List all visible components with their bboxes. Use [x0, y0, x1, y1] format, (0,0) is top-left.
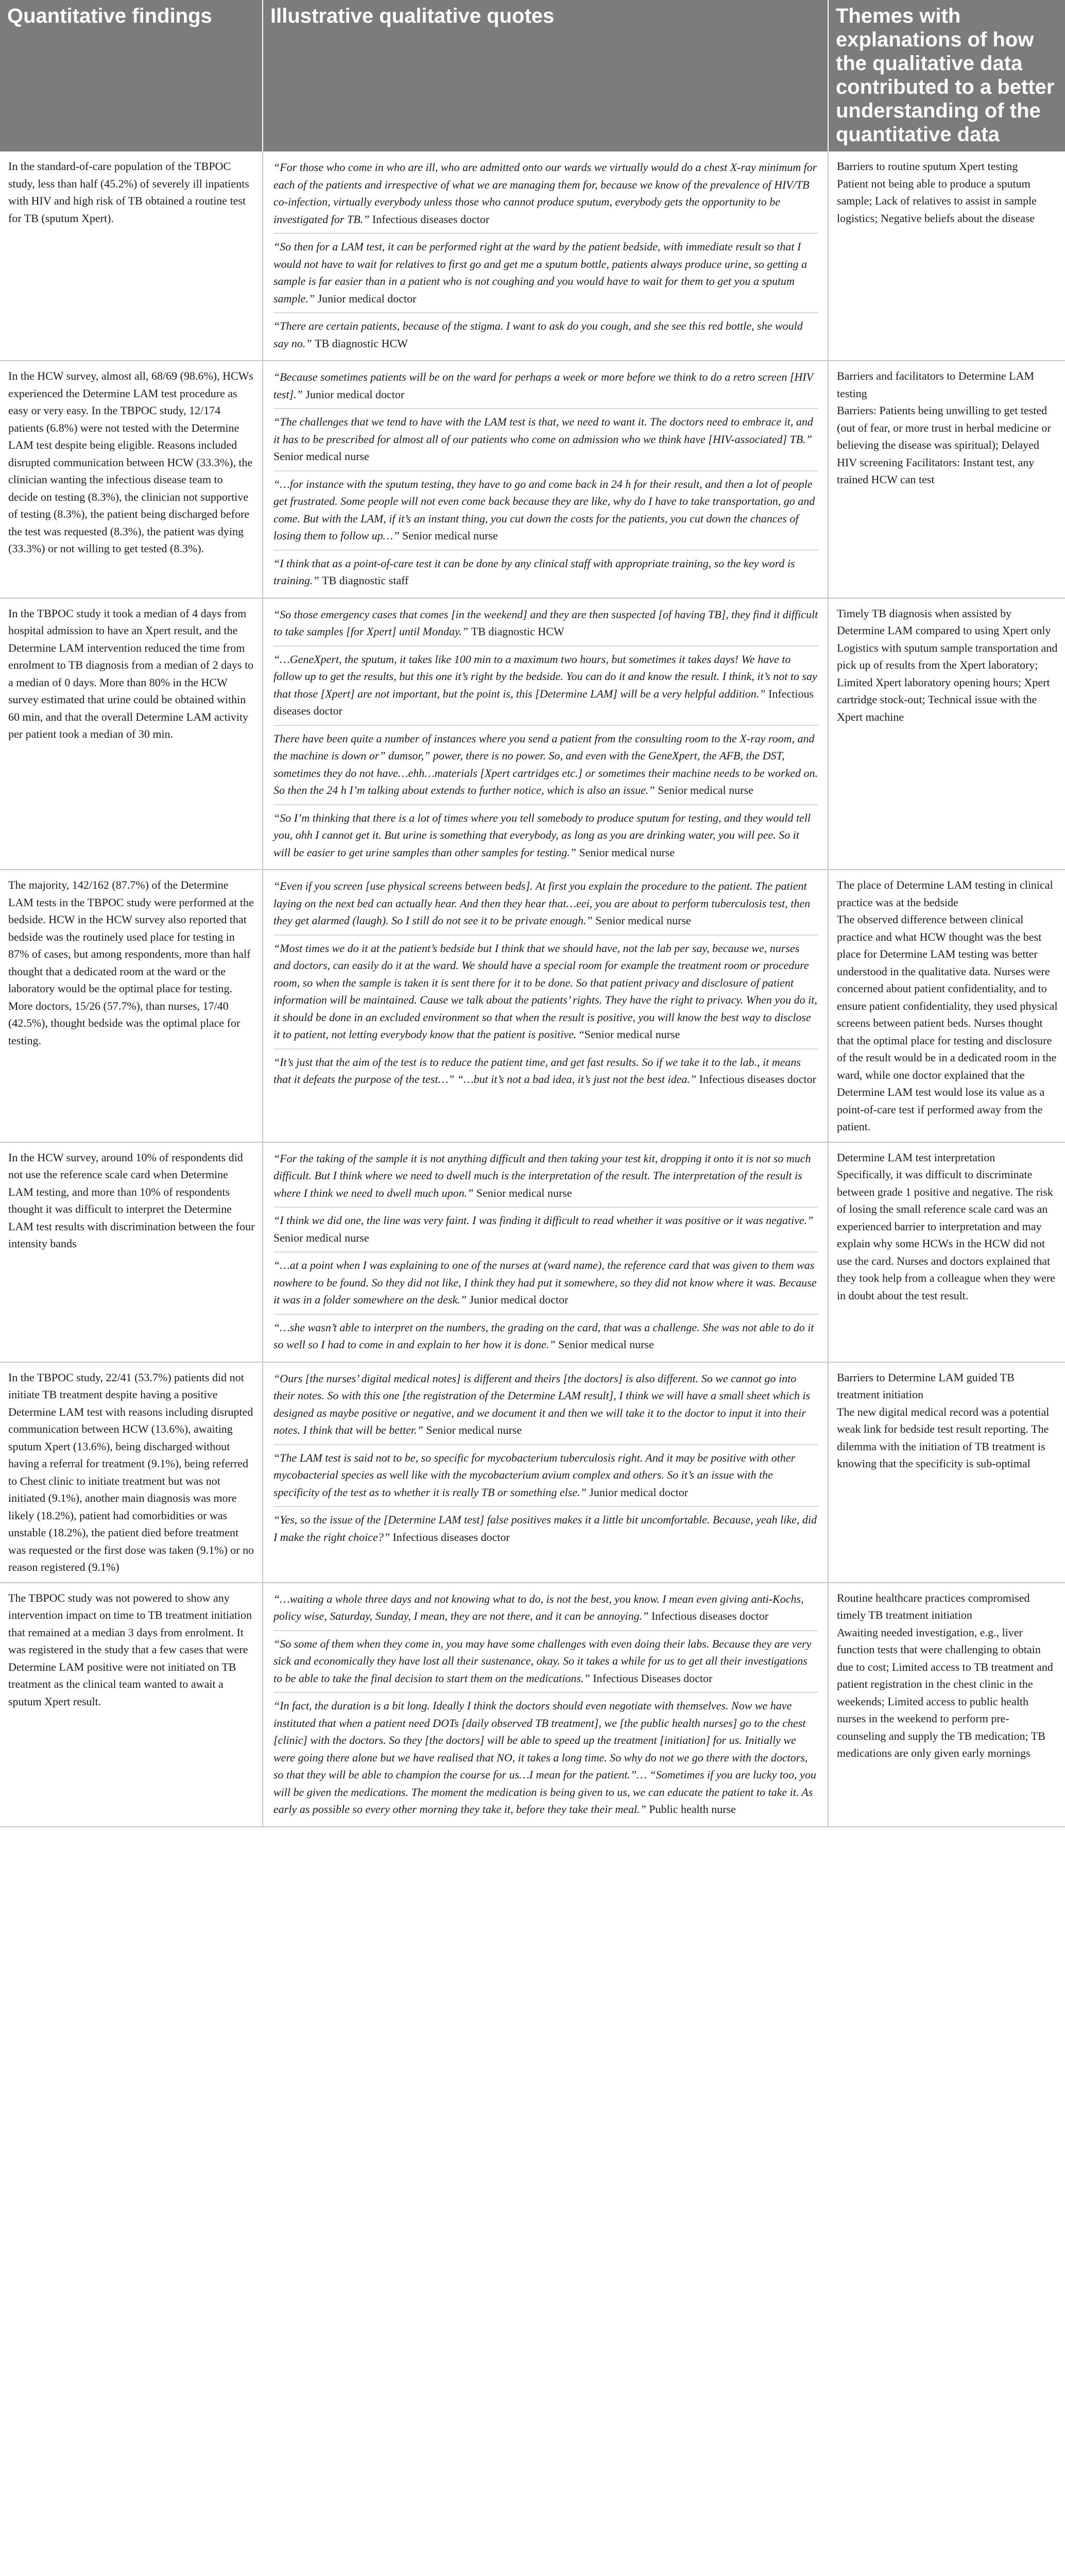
- quote-block: [273, 1366, 818, 1445]
- quote-text: “I think that as a point-of-care test it can be done by any clinical staff with appropriate training, so the key word is training.”: [273, 556, 795, 587]
- quote-attribution: TB diagnostic HCW: [471, 625, 564, 638]
- quote-block: [273, 1445, 818, 1507]
- quote-block: [273, 471, 818, 551]
- quote-attribution: Senior medical nurse: [558, 1338, 654, 1351]
- quantitative-finding-cell: In the TBPOC study it took a median of 4 days from hospital admission to have an Xpert result, and the Determine LAM intervention reduced the time from enrolment to TB diagnosis from a median of 2 days to a median of 0 days. More than 80% in the HCW survey estimated that urine could be obtained within 60 min, and that the overall Determine LAM activity per patient took a median of 30 min.: [0, 598, 263, 870]
- quote-text: “…at a point when I was explaining to one of the nurses at (ward name), the reference card that was given to them was nowhere to be found. So they did not like, I think they had put it somewhere, so they did not know where it was. Because it was in a folder somewhere on the desk.”: [273, 1259, 817, 1306]
- quote-attribution: TB diagnostic HCW: [315, 336, 408, 350]
- quote-attribution: Senior medical nurse: [402, 529, 498, 542]
- table-row: [0, 1142, 1065, 1362]
- theme-cell: [828, 361, 1065, 598]
- quote-block: [273, 409, 818, 471]
- quote-text: “Yes, so the issue of the [Determine LAM test] false positives makes it a little bit uncomfortable. Because, yeah like, did I make the right choice?”: [273, 1513, 817, 1544]
- quote-attribution: Junior medical doctor: [305, 387, 405, 401]
- quote-block: [273, 551, 818, 595]
- header-quantitative-findings: Quantitative findings: [0, 0, 263, 151]
- theme-explanation: The new digital medical record was a potential weak link for bedside test result reporting. The dilemma with the initiation of TB treatment is knowing that the specificity is sub-optimal: [837, 1405, 1050, 1470]
- quote-block: [273, 1146, 818, 1208]
- quote-attribution: Senior medical nurse: [595, 914, 691, 927]
- quote-text: “…for instance with the sputum testing, they have to go and come back in 24 h for their result, and then a lot of people get frustrated. Some people will not even come back because they are like, why do I have to take transportation, go and come. But with the LAM, if it’s an instant thing, you cut down the costs for the patients, you cut down the chances of losing them to follow up…”: [273, 477, 815, 542]
- quote-block: [273, 1693, 818, 1823]
- quote-attribution: Infectious diseases doctor: [699, 1073, 816, 1086]
- table-row: [0, 151, 1065, 361]
- quote-block: [273, 873, 818, 936]
- table-row: [0, 598, 1065, 870]
- quote-text: “So those emergency cases that comes [in the weekend] and they are then suspected [of having TB], they find it difficult to take samples [for Xpert] until Monday.”: [273, 607, 818, 638]
- quote-block: [273, 805, 818, 867]
- quote-text: “…waiting a whole three days and not knowing what to do, is not the best, you know. I mean even giving anti-Kochs, policy wise, Saturday, Sunday, I mean, they are not there, and it can be annoying.”: [273, 1592, 804, 1622]
- quote-text: “I think we did one, the line was very faint. I was finding it difficult to read whether it was positive or it was negative.”: [273, 1214, 814, 1227]
- quote-attribution: Infectious diseases doctor: [651, 1609, 769, 1622]
- quote-block: [273, 1049, 818, 1093]
- qualitative-quotes-cell: [263, 1362, 828, 1583]
- quote-text: “Even if you screen [use physical screens between beds]. At first you explain the procedure to the patient. The patient laying on the next bed can actually hear. And then they hear that…eei, you are about to perform tuberculosis test, then they get alarmed (laugh). So I still do not see it to be private enough.”: [273, 879, 811, 927]
- quote-block: [273, 234, 818, 313]
- quote-text: “…GeneXpert, the sputum, it takes like 100 min to a maximum two hours, but sometimes it takes days! We have to follow up to get the results, but this one it’s right by the bedside. You can do it and know the result. I think, it’s not to say that those [Xpert] are not important, but the point is, this [Determine LAM] will be a very helpful addition.”: [273, 652, 817, 700]
- qualitative-quotes-cell: [263, 151, 828, 361]
- quote-block: [273, 1252, 818, 1315]
- theme-cell: [828, 1142, 1065, 1362]
- theme-explanation: Patient not being able to produce a sputum sample; Lack of relatives to assist in sample logistics; Negative beliefs about the disease: [837, 177, 1037, 225]
- quote-attribution: Senior medical nurse: [476, 1186, 572, 1199]
- theme-explanation: Specifically, it was difficult to discriminate between grade 1 positive and negative. The risk of losing the small reference scale card was an experienced barrier to interpretation and may explain why some HCWs in the HCW did not use the card. Nurses and doctors explained that they took help from a colleague when they were in doubt about the test result.: [837, 1168, 1055, 1302]
- quote-text: “…she wasn’t able to interpret on the numbers, the grading on the card, that was a challenge. She was not able to do it so well so I had to come in and explain to her how it is done.”: [273, 1320, 814, 1351]
- quote-text: There have been quite a number of instances where you send a patient from the consulting room to the X-ray room, and the machine is down or” dumsor,” power, there is no power. So, and even with the GeneXpert, the AFB, the DST, sometimes they do not have…ehh…materials [Xpert cartridges etc.] or sometimes their machine needs to be worked on. So then the 24 h I’m talking about extends to further notice, which is also an issue.”: [273, 732, 818, 796]
- quote-attribution: “Senior medical nurse: [579, 1028, 680, 1041]
- quote-attribution: Junior medical doctor: [589, 1485, 689, 1499]
- theme-cell: [828, 1362, 1065, 1583]
- quote-block: [273, 1507, 818, 1551]
- quote-block: [273, 1315, 818, 1359]
- quote-text: “The challenges that we tend to have with the LAM test is that, we need to want it. The doctors need to embrace it, and it has to be prescribed for almost all of our patients who come on admission who we think have [HIV-associated] TB.”: [273, 415, 813, 446]
- quote-attribution: Junior medical doctor: [317, 292, 417, 305]
- theme-cell: [828, 1583, 1065, 1827]
- theme-title: Routine healthcare practices compromised timely TB treatment initiation: [837, 1591, 1030, 1621]
- table-row: [0, 361, 1065, 598]
- quote-attribution: Public health nurse: [649, 1803, 736, 1816]
- quote-text: “The LAM test is said not to be, so specific for mycobacterium tuberculosis right. And it may be positive with other mycobacterial species as well like with the mycobacterium avium complex and others. So it’s an issue with the specificity of the test as to whether it is really TB or something else.”: [273, 1451, 796, 1499]
- quote-text: “Ours [the nurses’ digital medical notes] is different and theirs [the doctors] is also different. So we cannot go into their notes. So with this one [the registration of the Determine LAM result], I think we will have a small sheet which is designed as maybe positive or negative, and we document it and then we will take it to the doctor to input it into their notes. I think that will be better.”: [273, 1371, 811, 1436]
- theme-explanation: Logistics with sputum sample transportation and pick up of results from the Xpert laboratory; Limited Xpert laboratory opening hours; Xpert cartridge stock-out; Technical issue with the Xpert machine: [837, 641, 1058, 723]
- quote-attribution: Infectious diseases doctor: [372, 212, 490, 226]
- theme-cell: [828, 151, 1065, 361]
- quote-block: [273, 364, 818, 409]
- header-qualitative-quotes: Illustrative qualitative quotes: [263, 0, 828, 151]
- table-row: [0, 1583, 1065, 1827]
- quote-attribution: Senior medical nurse: [273, 1231, 369, 1244]
- qualitative-quotes-cell: [263, 870, 828, 1142]
- quantitative-finding-cell: In the standard-of-care population of the TBPOC study, less than half (45.2%) of severely ill inpatients with HIV and high risk of TB obtained a routine test for TB (sputum Xpert).: [0, 151, 263, 361]
- quote-attribution: Junior medical doctor: [469, 1293, 569, 1306]
- quantitative-finding-cell: The TBPOC study was not powered to show any intervention impact on time to TB treatment initiation that remained at a median 3 days from enrolment. It was registered in the study that a few cases that were Determine LAM positive were not initiated on TB treatment as the clinical team wanted to await a sputum Xpert result.: [0, 1583, 263, 1827]
- theme-cell: [828, 598, 1065, 870]
- quantitative-finding-cell: In the TBPOC study, 22/41 (53.7%) patients did not initiate TB treatment despite having a positive Determine LAM test with reasons including disrupted communication between HCW (13.6%), awaiting sputum Xpert (13.6%), being discharged without having a referral for treatment (9.1%), being referred to Chest clinic to initiate treatment but was not initiated (9.1%), another main diagnosis was more likely (18.2%), patient had comorbidities or was unstable (18.2%), the patient died before treatment was requested or the first dose was taken (9.1%) or no reason registered (9.1%): [0, 1362, 263, 1583]
- quote-text: “So then for a LAM test, it can be performed right at the ward by the patient bedside, with immediate result so that I would not have to wait for relatives to first go and get me a sputum bottle, patients always produce urine, so getting a sample is far easier than in a patient who is not coughing and you would have to wait for them to get you a sputum sample.”: [273, 240, 807, 305]
- theme-title: Barriers and facilitators to Determine LAM testing: [837, 369, 1035, 400]
- table-row: [0, 870, 1065, 1142]
- quote-text: “For those who come in who are ill, who are admitted onto our wards we virtually would do a chest X-ray minimum for each of the patients and irrespective of what we are managing them for, because we know of the prevalence of HIV/TB co-infection, virtually everybody unless those who cannot produce sputum, everybody gets the opportunity to be investigated for TB.”: [273, 161, 817, 226]
- theme-title: Determine LAM test interpretation: [837, 1150, 995, 1164]
- quote-text: “For the taking of the sample it is not anything difficult and then taking your test kit, dropping it onto it is not so much difficult. But I think where we need to dwell much is the interpretation of the result. The interpretation of the result is where I think we need to dwell much upon.”: [273, 1151, 811, 1199]
- qualitative-quotes-cell: [263, 361, 828, 598]
- theme-title: The place of Determine LAM testing in clinical practice was at the bedside: [837, 878, 1053, 909]
- quote-attribution: Infectious diseases doctor: [273, 687, 814, 717]
- qualitative-quotes-cell: [263, 598, 828, 870]
- quantitative-finding-cell: The majority, 142/162 (87.7%) of the Determine LAM tests in the TBPOC study were performed at the bedside. HCW in the HCW survey also reported that bedside was the routinely used place for testing in 87% of cases, but among respondents, more than half thought that a dedicated room at the ward or the laboratory would be the optimal place for testing. More doctors, 15/26 (57.7%), than nurses, 17/40 (42.5%), thought bedside was the optimal place for testing.: [0, 870, 263, 1142]
- quote-text: “There are certain patients, because of the stigma. I want to ask do you cough, and she see this red bottle, she would say no.”: [273, 319, 803, 350]
- theme-explanation: The observed difference between clinical practice and what HCW thought was the best place for Determine LAM testing was better understood in the qualitative data. Nurses were concerned about patient confidentiality, and to ensure patient confidentiality, they used physical screens between patient beds. Nurses thought that the optimal place for testing and disclosure of the result would be in a dedicated room in the ward, while one doctor explained that the Determine LAM test would lose its value as a point-of-care test if performed away from the patient.: [837, 913, 1058, 1133]
- quote-attribution: Senior medical nurse: [579, 845, 675, 859]
- quote-text: “So some of them when they come in, you may have some challenges with even doing their labs. Because they are very sick and economically they have lost all their sustenance, okay. So it takes a while for us to get all their investigations to be able to take the final decision to start them on the medications.”: [273, 1637, 812, 1685]
- header-themes: Themes with explanations of how the qualitative data contributed to a better understanding of the quantitative data: [828, 0, 1065, 151]
- theme-cell: [828, 870, 1065, 1142]
- quote-block: [273, 1631, 818, 1693]
- quote-attribution: Infectious diseases doctor: [392, 1530, 510, 1544]
- quote-text: “Most times we do it at the patient’s bedside but I think that we should have, not the lab per say, because we, nurses and doctors, can easily do it at the ward. We should have a special room for example the treatment room or procedure room, so when the sample is taken it is sent there for it to be done. So that patient privacy and disclosure of patient information will be maintained. Cause we talk about the patients’ rights. They have the right to privacy. When you do it, it should be done in an excluded environment so that when the result is positive, you will know the best way to disclose it to patient, not letting everybody know that the patient is positive.: [273, 941, 817, 1041]
- quote-block: [273, 1586, 818, 1631]
- quote-text: “It’s just that the aim of the test is to reduce the patient time, and get fast results. So if we take it to the lab., it means that it defeats the purpose of the test…” “…but it’s not a bad idea, it’s just not the best idea.”: [273, 1055, 801, 1086]
- quote-block: [273, 313, 818, 357]
- quote-attribution: Senior medical nurse: [426, 1423, 522, 1436]
- quote-text: “Because sometimes patients will be on the ward for perhaps a week or more before we think to do a retro screen [HIV test].”: [273, 370, 813, 401]
- quote-text: “In fact, the duration is a bit long. Ideally I think the doctors should even negotiate with themselves. Now we have instituted that when a patient need DOTs [daily observed TB treatment], we [the public health nurses] go to the chest [clinic] with the doctors. So they [the doctors] will be able to speed up the treatment [initiation] for us. Initially we were going there alone but we have realised that NO, it takes a long time. So why do not we go there with the doctors, so that they will be able to champion the course for us…I mean for the patient.”… “Sometimes if you are lucky too, you will be given the medications. The moment the medication is being given to us, we can educate the patient to take it. As early as possible so every other morning they take it, before they take their meal.”: [273, 1699, 816, 1816]
- quote-attribution: Senior medical nurse: [658, 784, 753, 796]
- theme-explanation: Awaiting needed investigation, e.g., liver function tests that were challenging to obtain due to cost; Limited access to TB treatment and patient registration in the chest clinic in the weekends; Limited access to public health nurses in the weekend to perform pre-counseling and supply the TB medication; TB medications are only given early mornings: [837, 1625, 1053, 1759]
- quote-block: [273, 726, 818, 805]
- theme-title: Barriers to Determine LAM guided TB treatment initiation: [837, 1370, 1015, 1401]
- header-row: [0, 0, 1065, 151]
- quantitative-finding-cell: In the HCW survey, around 10% of respondents did not use the reference scale card when Determine LAM testing, and more than 10% of respondents thought it was difficult to interpret the Determine LAM test results with discrimination between the four intensity bands: [0, 1142, 263, 1362]
- qualitative-quotes-cell: [263, 1583, 828, 1827]
- quote-block: [273, 155, 818, 234]
- qualitative-quotes-cell: [263, 1142, 828, 1362]
- quote-block: [273, 647, 818, 726]
- theme-title: Barriers to routine sputum Xpert testing: [837, 160, 1018, 173]
- theme-explanation: Barriers: Patients being unwilling to get tested (out of fear, or more trust in herbal medicine or believing the disease was spiritual); Delayed HIV screening Facilitators: Instant test, any trained HCW can test: [837, 404, 1051, 486]
- theme-title: Timely TB diagnosis when assisted by Determine LAM compared to using Xpert only: [837, 606, 1051, 637]
- table-row: [0, 1362, 1065, 1583]
- quote-attribution: Infectious Diseases doctor: [593, 1671, 713, 1685]
- quote-attribution: TB diagnostic staff: [322, 574, 409, 587]
- quote-attribution: Senior medical nurse: [273, 450, 369, 463]
- quote-block: [273, 602, 818, 647]
- quote-block: [273, 936, 818, 1049]
- quote-block: [273, 1208, 818, 1252]
- quote-text: “So I’m thinking that there is a lot of times where you tell somebody to produce sputum for testing, and they would tell you, ohh I cannot get it. But urine is something that everybody, as long as you are drinking water, you will pee. So it will be easier to get urine samples than other samples for testing.”: [273, 811, 811, 859]
- quantitative-finding-cell: In the HCW survey, almost all, 68/69 (98.6%), HCWs experienced the Determine LAM test procedure as easy or very easy. In the TBPOC study, 12/174 patients (6.8%) were not tested with the Determine LAM test despite being eligible. Reasons included disrupted communication between HCW (33.3%), the clinician wanting the infectious disease team to decide on testing (8.3%), the clinician not supportive of testing (8.3%), the patient being discharged before the test was requested (8.3%), the patient was dying (33.3%) or not willing to get tested (8.3%).: [0, 361, 263, 598]
